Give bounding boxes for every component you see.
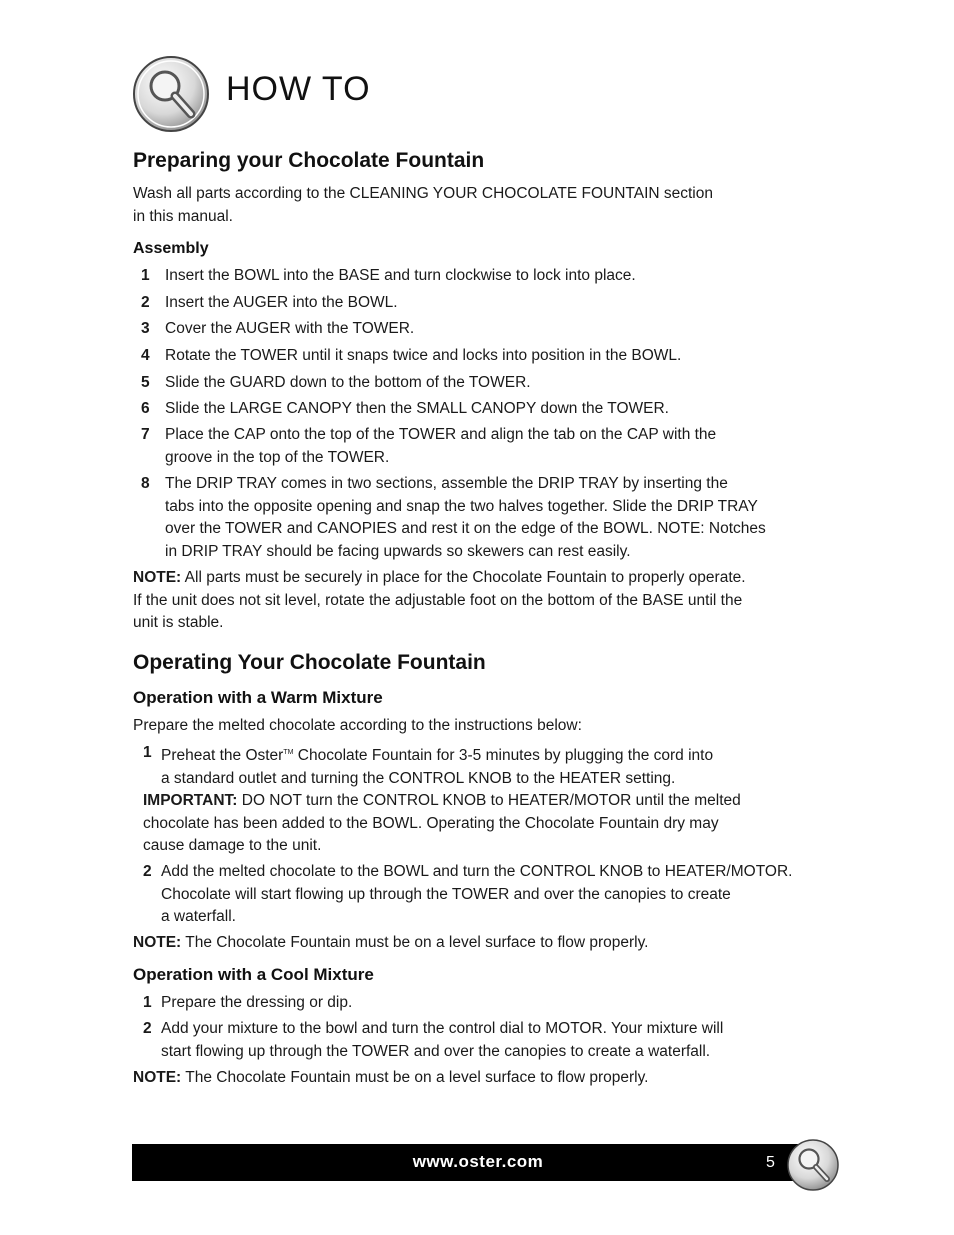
step-text: a waterfall. [161, 908, 236, 925]
step-text: Slide the GUARD down to the bottom of the TOWER. [165, 374, 531, 391]
step-number: 3 [141, 320, 150, 337]
step-number: 8 [141, 475, 150, 492]
step-number: 2 [141, 294, 150, 311]
cool-mixture-heading: Operation with a Cool Mixture [133, 965, 374, 984]
step-number: 7 [141, 426, 150, 443]
footer-bar [132, 1144, 812, 1181]
note-paragraph [133, 567, 823, 635]
intro-line: in this manual. [133, 207, 233, 225]
footer-url[interactable]: www.oster.com [412, 1152, 544, 1171]
step-number: 1 [143, 744, 152, 761]
step-text: Add your mixture to the bowl and turn the control dial to MOTOR. Your mixture will [161, 1020, 724, 1037]
warm-intro: Prepare the melted chocolate according to the instructions below: [133, 717, 582, 734]
step-text: Insert the AUGER into the BOWL. [165, 294, 398, 311]
step-text: tabs into the opposite opening and snap the two halves together. Slide the DRIP TRAY [165, 497, 758, 515]
step-number: 4 [141, 347, 150, 364]
page-number: 5 [766, 1154, 775, 1171]
note-label: NOTE: [133, 934, 182, 951]
step-number: 1 [141, 267, 150, 284]
assembly-heading: Assembly [133, 240, 209, 257]
note-text: unit is stable. [133, 614, 224, 631]
step-number: 1 [143, 994, 152, 1011]
section-title-operating: Operating Your Chocolate Fountain [133, 651, 486, 674]
step-text: Slide the LARGE CANOPY then the SMALL CANOPY down the TOWER. [165, 400, 669, 417]
step-text: in DRIP TRAY should be facing upwards so skewers can rest easily. [165, 542, 631, 560]
step-text: Cover the AUGER with the TOWER. [165, 320, 415, 337]
step-number: 2 [143, 863, 152, 880]
warm-mixture-heading: Operation with a Warm Mixture [133, 688, 383, 707]
magnifier-icon [131, 54, 211, 134]
cool-note [133, 1067, 823, 1090]
step-text: a standard outlet and turning the CONTROL KNOB to the HEATER setting. [161, 769, 676, 787]
page-title: HOW TO [226, 70, 371, 108]
step-text: Place the CAP onto the top of the TOWER and align the tab on the CAP with the [165, 426, 717, 443]
note-text: All parts must be securely in place for the Chocolate Fountain to properly operate. [181, 569, 746, 586]
note-text: The Chocolate Fountain must be on a level surface to flow properly. [181, 1069, 649, 1086]
magnifier-icon [786, 1138, 840, 1192]
trademark: TM [283, 749, 294, 756]
important-paragraph [143, 790, 823, 858]
step-text: over the TOWER and CANOPIES and rest it on the edge of the BOWL. NOTE: Notches [165, 520, 766, 537]
step-text: Prepare the dressing or dip. [161, 994, 353, 1011]
step-number: 5 [141, 374, 150, 391]
note-label: NOTE: [133, 1069, 182, 1086]
intro-line: Wash all parts according to the CLEANING YOUR CHOCOLATE FOUNTAIN section [133, 185, 713, 202]
step-text: groove in the top of the TOWER. [165, 448, 390, 466]
important-text: chocolate has been added to the BOWL. Operating the Chocolate Fountain dry may [143, 814, 719, 832]
step-number: 2 [143, 1020, 152, 1037]
step-text: Insert the BOWL into the BASE and turn clockwise to lock into place. [165, 267, 636, 284]
important-label: IMPORTANT: [143, 792, 238, 809]
warm-note [133, 932, 823, 955]
step-text: Add the melted chocolate to the BOWL and turn the CONTROL KNOB to HEATER/MOTOR. [161, 863, 793, 880]
note-label: NOTE: [133, 569, 182, 586]
step-text: Chocolate will start flowing up through the TOWER and over the canopies to create [161, 885, 731, 903]
step-text: Preheat the Oster [161, 747, 284, 765]
intro-paragraph [133, 183, 823, 228]
important-text: cause damage to the unit. [143, 837, 322, 854]
note-text: The Chocolate Fountain must be on a level surface to flow properly. [181, 934, 649, 951]
note-text: If the unit does not sit level, rotate the adjustable foot on the bottom of the BASE until the [133, 591, 743, 609]
step-text: Chocolate Fountain for 3-5 minutes by plugging the cord into [293, 747, 714, 765]
step-text: Rotate the TOWER until it snaps twice and locks into position in the BOWL. [165, 347, 682, 364]
section-title-preparing: Preparing your Chocolate Fountain [133, 149, 485, 172]
step-number: 6 [141, 400, 150, 417]
step-text: start flowing up through the TOWER and over the canopies to create a waterfall. [161, 1042, 711, 1060]
step-text: The DRIP TRAY comes in two sections, assemble the DRIP TRAY by inserting the [165, 475, 728, 492]
important-text: DO NOT turn the CONTROL KNOB to HEATER/MOTOR until the melted [237, 792, 741, 809]
